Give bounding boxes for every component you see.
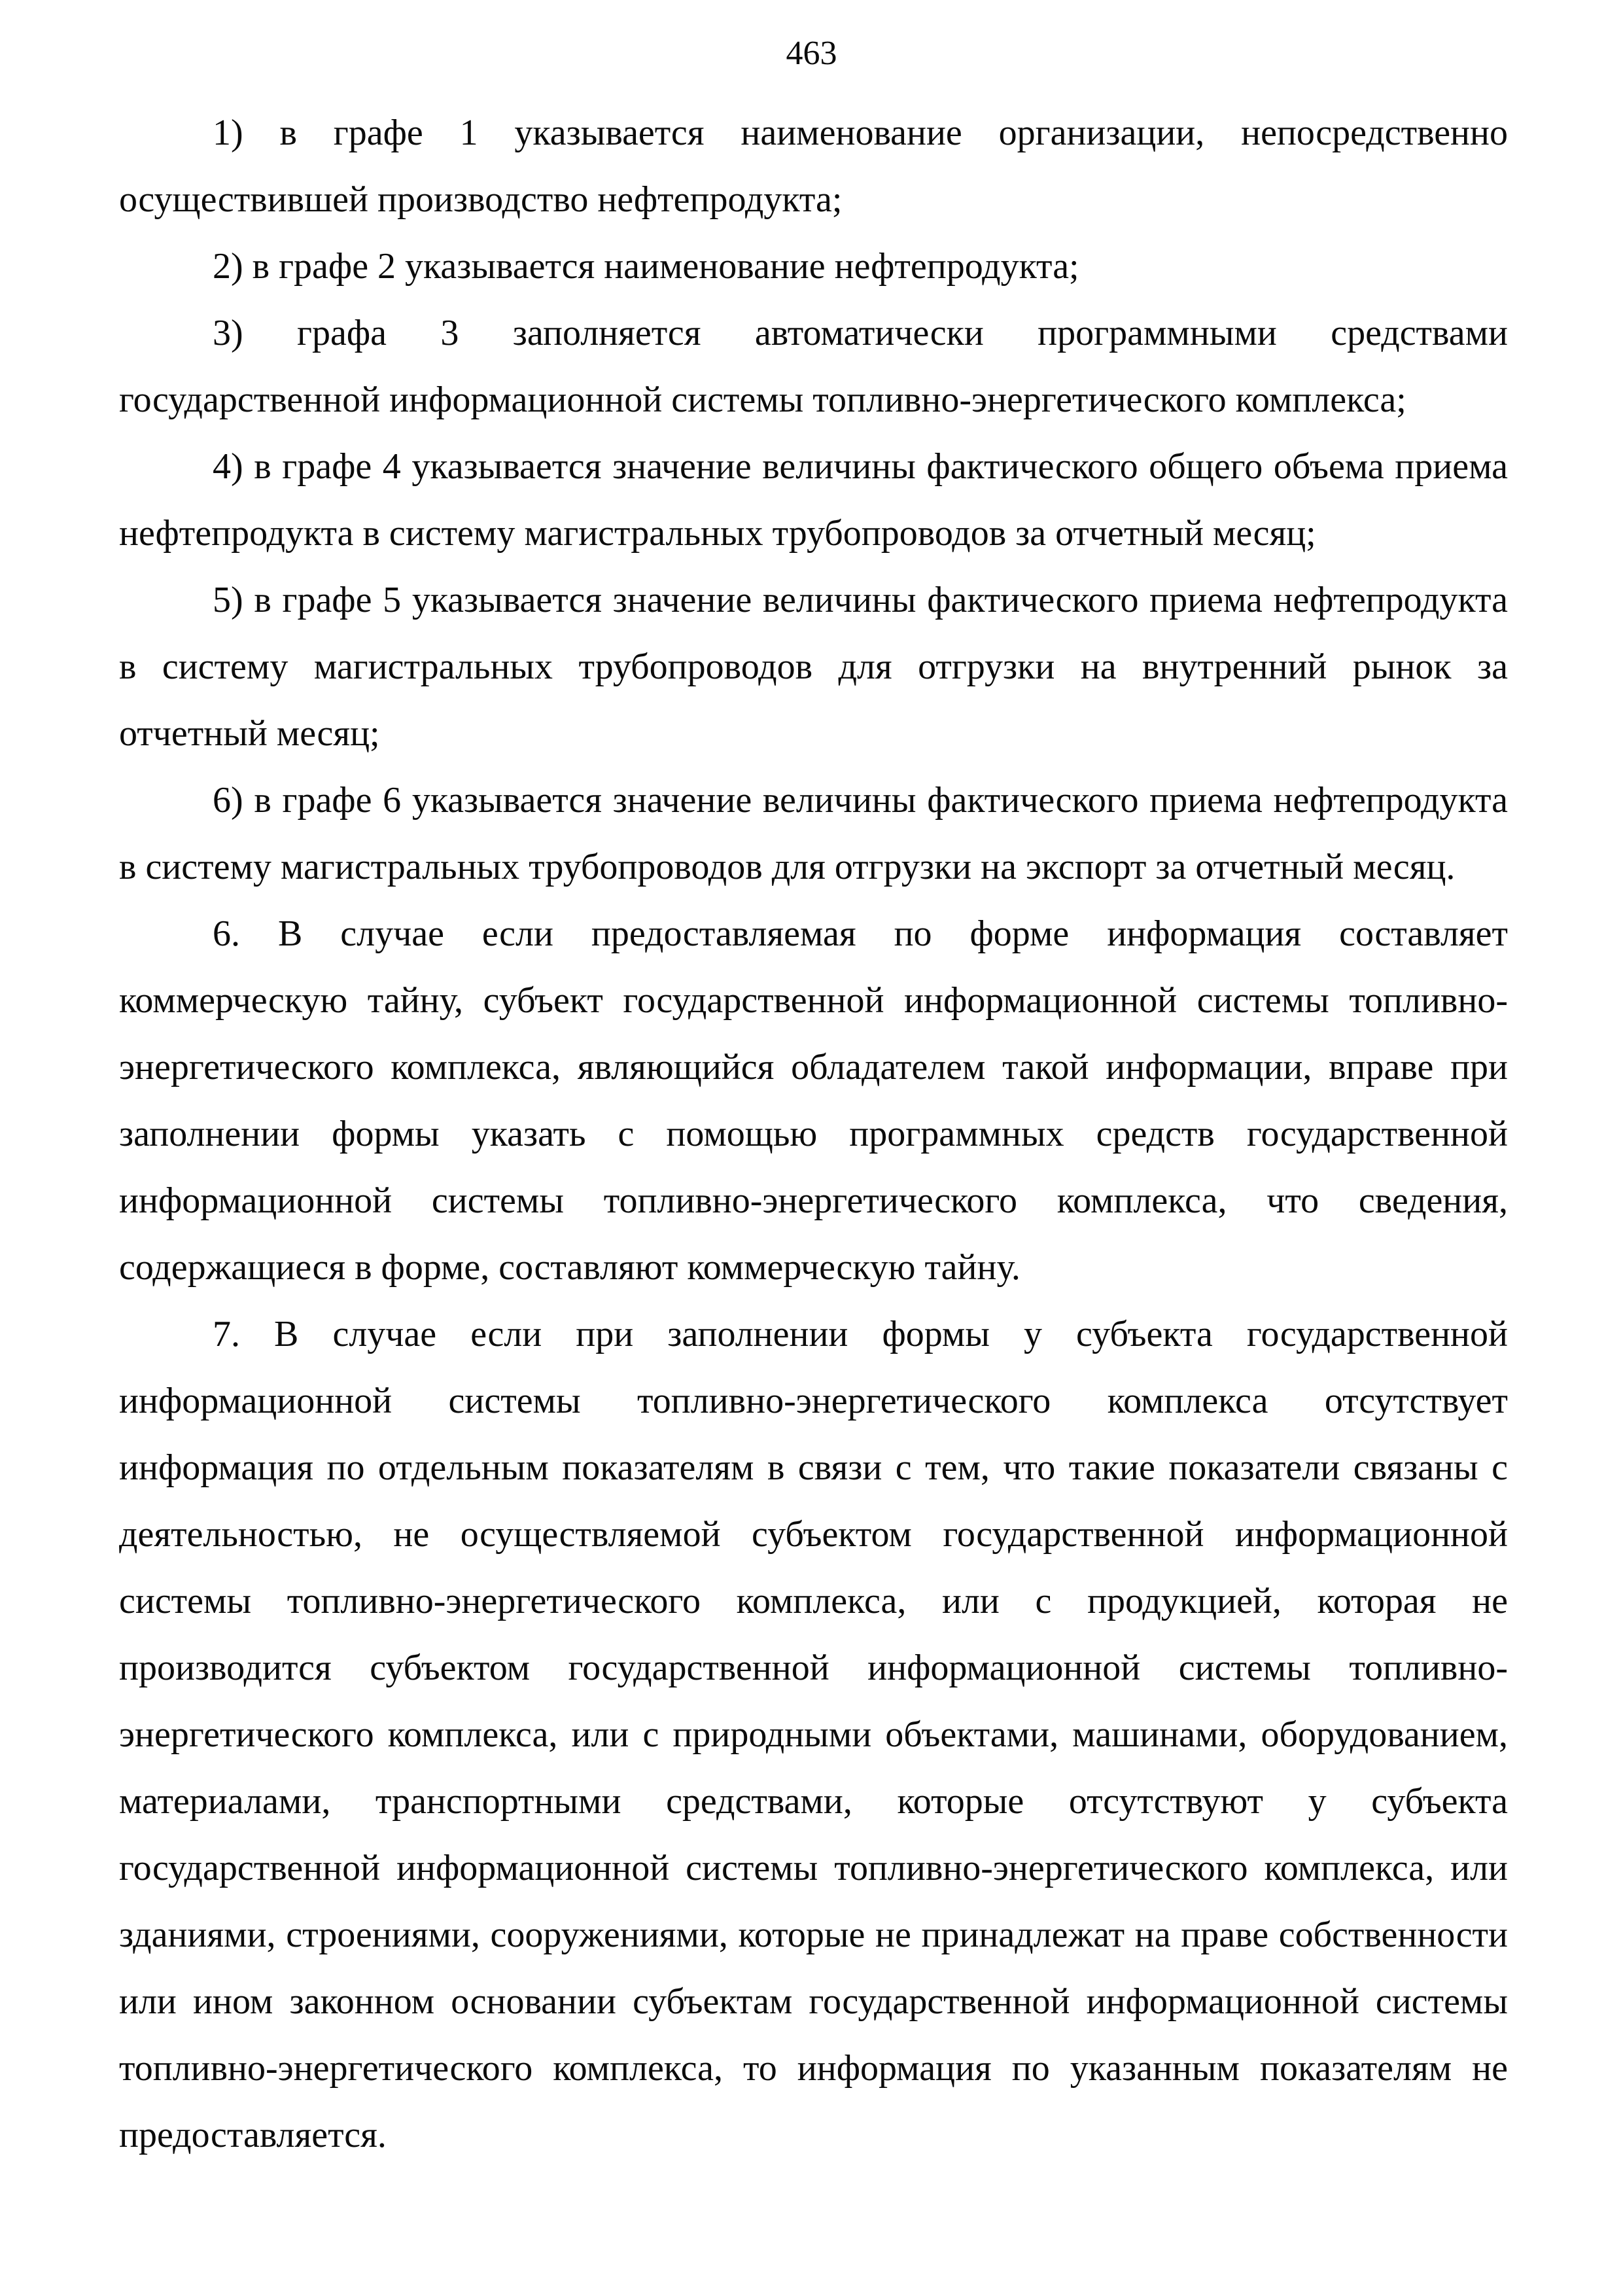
page-number: 463 — [786, 35, 837, 72]
paragraph-section-6: 6. В случае если предоставляемая по форме информация составляет коммерческую тайну, субъект государственной информационной системы топливно-энергетического комплекса, являющийся обладателем такой информации, вправе при заполнении формы указать с помощью программных средств государственной информационной системы топливно-энергетического комплекса, что сведения, содержащиеся в форме, составляют коммерческую тайну. — [119, 913, 1508, 1288]
paragraph-item-3: 3) графа 3 заполняется автоматически программными средствами государственной информационной системы топливно-энергетического комплекса; — [119, 313, 1508, 420]
paragraph-item-6: 6) в графе 6 указывается значение величины фактического приема нефтепродукта в систему магистральных трубопроводов для отгрузки на экспорт за отчетный месяц. — [119, 780, 1508, 887]
paragraph-item-2: 2) в графе 2 указывается наименование нефтепродукта; — [213, 246, 1079, 287]
paragraph-item-1: 1) в графе 1 указывается наименование организации, непосредственно осуществившей производство нефтепродукта; — [119, 113, 1508, 220]
paragraph-item-5: 5) в графе 5 указывается значение величины фактического приема нефтепродукта в систему магистральных трубопроводов для отгрузки на внутренний рынок за отчетный месяц; — [119, 580, 1508, 754]
paragraph-section-7: 7. В случае если при заполнении формы у субъекта государственной информационной системы топливно-энергетического комплекса отсутствует информация по отдельным показателям в связи с тем, что такие показатели связаны с деятельностью, не осуществляемой субъектом государственной информационной системы топливно-энергетического комплекса, или с продукцией, которая не производится субъектом государственной информационной системы топливно-энергетического комплекса, или с природными объектами, машинами, оборудованием, материалами, транспортными средствами, которые отсутствуют у субъекта государственной информационной системы топливно-энергетического комплекса, или зданиями, строениями, сооружениями, которые не принадлежат на праве собственности или ином законном основании субъектам государственной информационной системы топливно-энергетического комплекса, то информация по указанным показателям не предоставляется. — [119, 1314, 1508, 2155]
paragraph-item-4: 4) в графе 4 указывается значение величины фактического общего объема приема нефтепродукта в систему магистральных трубопроводов за отчетный месяц; — [119, 446, 1508, 554]
document-body — [119, 99, 1508, 2168]
